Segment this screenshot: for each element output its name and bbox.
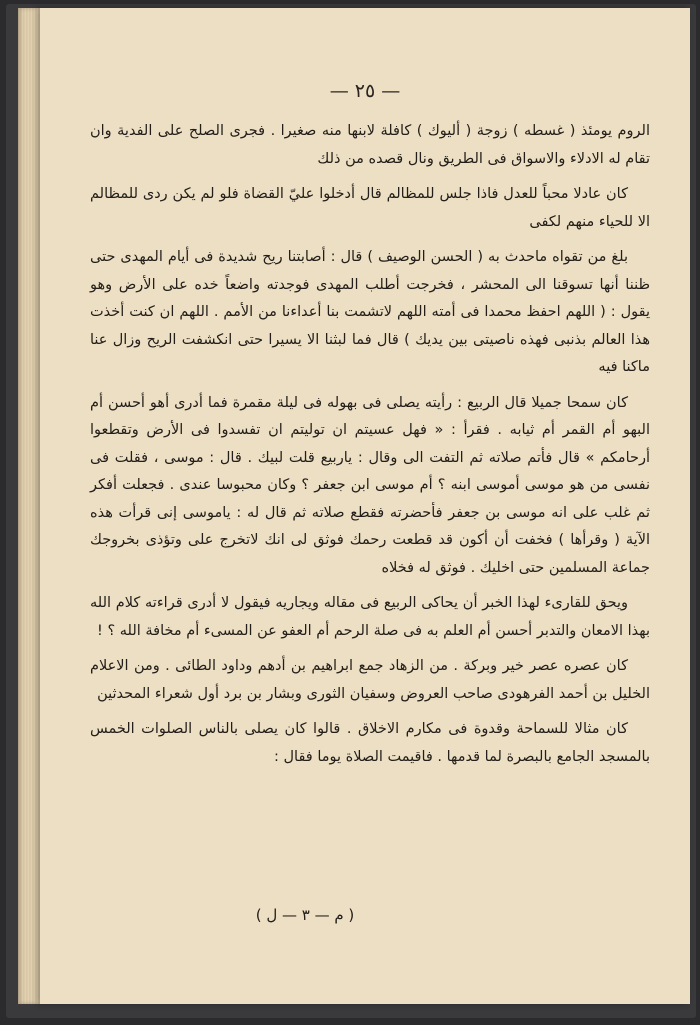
paragraph: كان عصره عصر خير وبركة . من الزهاد جمع ابراهيم بن أدهم وداود الطائى . ومن الاعلام الخليل بن أحمد الفرهودى صاحب العروض وسفيان الثورى وبشار بن برد أول شعراء المحدثين <box>90 658 650 702</box>
signature-mark: ( م — ٣ — ل ) <box>255 906 355 924</box>
paragraph: كان مثالا للسماحة وقدوة فى مكارم الاخلاق . قالوا كان يصلى بالناس الصلوات الخمس بالمسجد الجامع بالبصرة لما قدمها . فاقيمت الصلاة يوما فقال : <box>90 721 650 765</box>
page-body <box>90 118 650 779</box>
paragraph: الروم يومئذ ( غسطه ) زوجة ( أليوك ) كافلة لابنها منه صغيرا . فجرى الصلح على الفدية وان تقام له الادلاء والاسواق فى الطريق ونال قصده من ذلك <box>90 123 650 167</box>
paragraph: ويحق للقارىء لهذا الخبر أن يحاكى الربيع فى مقاله ويجاريه فيقول لا أدرى قراءته كلام الله بهذا الامعان والتدبر أحسن أم العلم به فى صلة الرحم أم العفو عن المسىء أم مخافة الله ؟ ! <box>90 595 650 639</box>
paragraph: كان عادلا محباً للعدل فاذا جلس للمظالم قال أدخلوا عليّ القضاة فلو لم يكن ردى للمظالم الا للحياء منهم لكفى <box>90 186 650 230</box>
paragraph: بلغ من تقواه ماحدث به ( الحسن الوصيف ) قال : أصابتنا ريح شديدة فى أيام المهدى حتى ظننا أنها تسوقنا الى المحشر ، فخرجت أطلب المهدى فوجدته واضعاً خده على الأرض وهو يقول : ( اللهم احفظ محمدا فى أمته اللهم لاتشمت بنا أعداءنا من الأمم . اللهم ان كنت أخذت هذا العالم بذنبى فهذه ناصيتى بين يديك ) قال فما لبثنا الا يسيرا حتى انكشفت الريح وزال عنا ماكنا فيه <box>90 249 650 375</box>
paragraph: كان سمحا جميلا قال الربيع : رأيته يصلى فى بهوله فى ليلة مقمرة فما أدرى أهو أحسن أم البهو أم القمر أم ثيابه . فقرأ : « فهل عسيتم ان توليتم ان تفسدوا فى الأرض وتقطعوا أرحامكم » قال فأتم صلاته ثم التفت الى وقال : ياربيع قلت لبيك . قال : موسى ، فقلت فى نفسى من هو موسى أموسى ابنه ؟ أم موسى ابن جعفر ؟ وكان محبوسا عندى . فجعلت أفكر ثم غلب على انه موسى بن جعفر فأحضرته فقطع صلاته ثم قال له : ياموسى إنى قرأت هذه الآية ( وقرأها ) فخفت أن أكون قد قطعت رحمك فوثق لى انك لاتخرج على وتؤذى بخروجك جماعة المسلمين حتى اخليك . فوثق له فخلاه <box>90 394 650 576</box>
page-number: — ٢٥ — <box>329 80 401 102</box>
book-page <box>40 8 690 1004</box>
